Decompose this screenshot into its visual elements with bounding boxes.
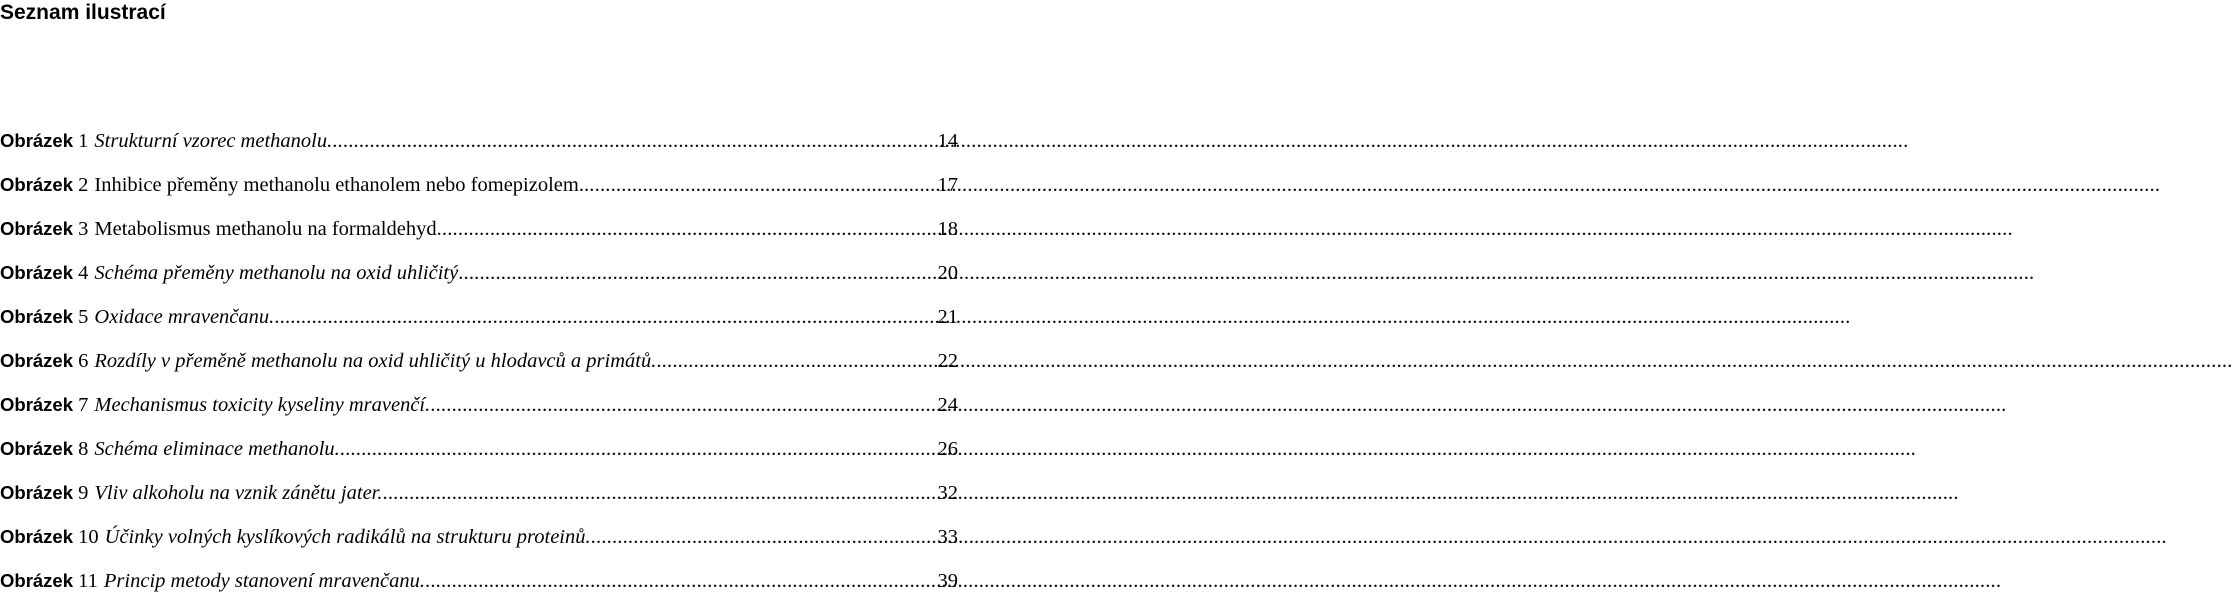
dot-leader: [584, 163, 938, 207]
figure-entry-2[interactable]: [0, 163, 958, 207]
dot-leader: [332, 119, 937, 163]
page-number: 20: [937, 262, 958, 284]
page-number: 32: [937, 482, 958, 504]
figure-label: Obrázek 3: [0, 218, 89, 240]
figure-entry-8[interactable]: [0, 427, 958, 471]
figure-label: Obrázek 11: [0, 570, 98, 592]
figure-label: Obrázek 10: [0, 526, 99, 548]
page-number: 39: [937, 570, 958, 592]
dot-leader: [383, 471, 938, 515]
page-number: 24: [937, 394, 958, 416]
list-of-figures: [0, 119, 958, 603]
figure-caption: Inhibice přeměny methanolu ethanolem nebo fomepizolem.: [94, 174, 584, 196]
figure-label: Obrázek 8: [0, 438, 89, 460]
figure-entry-11[interactable]: [0, 559, 958, 603]
dot-leader: [458, 251, 937, 295]
figure-label: Obrázek 4: [0, 262, 89, 284]
list-of-figures-heading: Seznam ilustrací: [0, 1, 166, 24]
figure-entry-3[interactable]: [0, 207, 958, 251]
figure-entry-9[interactable]: [0, 471, 958, 515]
figure-entry-4[interactable]: [0, 251, 958, 295]
dot-leader: [437, 207, 938, 251]
figure-caption: Princip metody stanovení mravenčanu.: [103, 570, 425, 592]
figure-label: Obrázek 2: [0, 174, 89, 196]
page-number: 14: [937, 130, 958, 152]
dot-leader: [591, 515, 938, 559]
figure-label: Obrázek 5: [0, 306, 89, 328]
figure-caption: Strukturní vzorec methanolu.: [94, 130, 333, 152]
figure-caption: Oxidace mravenčanu.: [94, 306, 275, 328]
page-number: 18: [937, 218, 958, 240]
page-number: 33: [937, 526, 958, 548]
figure-label: Obrázek 6: [0, 350, 89, 372]
page-number: 21: [937, 306, 958, 328]
dot-leader: [430, 383, 937, 427]
page-number: 26: [937, 438, 958, 460]
figure-caption: Rozdíly v přeměně methanolu na oxid uhličitý u hlodavců a primátů.: [94, 350, 657, 372]
figure-caption: Metabolismus methanolu na formaldehyd: [94, 218, 437, 240]
figure-label: Obrázek 9: [0, 482, 89, 504]
dot-leader: [340, 427, 938, 471]
figure-caption: Schéma eliminace methanolu.: [94, 438, 340, 460]
figure-entry-7[interactable]: [0, 383, 958, 427]
dot-leader: [656, 339, 937, 383]
figure-caption: Účinky volných kyslíkových radikálů na strukturu proteinů.: [104, 526, 591, 548]
page-number: 22: [937, 350, 958, 372]
figure-caption: Schéma přeměny methanolu na oxid uhličitý: [94, 262, 459, 284]
figure-entry-10[interactable]: [0, 515, 958, 559]
figure-entry-1[interactable]: [0, 119, 958, 163]
figure-label: Obrázek 1: [0, 130, 89, 152]
page-number: 17: [937, 174, 958, 196]
figure-caption: Vliv alkoholu na vznik zánětu jater.: [94, 482, 383, 504]
dot-leader: [425, 559, 938, 603]
figure-entry-5[interactable]: [0, 295, 958, 339]
figure-entry-6[interactable]: [0, 339, 958, 383]
figure-caption: Mechanismus toxicity kyseliny mravenčí.: [94, 394, 431, 416]
figure-label: Obrázek 7: [0, 394, 89, 416]
dot-leader: [274, 295, 937, 339]
